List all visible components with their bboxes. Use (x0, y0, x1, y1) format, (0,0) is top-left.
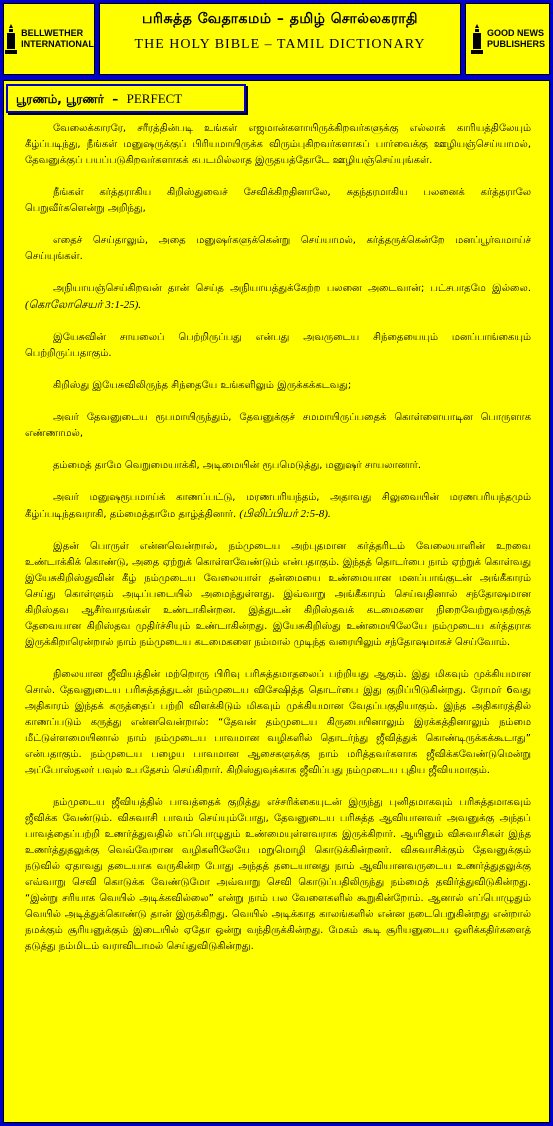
paragraph-text: நிலையான ஜீவியத்தின் மற்றொரு பிரிவு பரிசுத்தமாதலைப் பற்றியது ஆகும். இது மிகவும் முக்கியமான சொல். தேவனுடைய பரிசுத்தத்துடன் நம்முடைய விசேஷித்த தொடர்பை இது குறிப்பிடுகின்றது. ரோமர் 6வது அதிகாரம் இந்தக் கருத்தைப் பற்றி விளக்கிடும் மிகவும் முக்கியமான வேதப்பகுதியாகும். இந்த அதிகாரத்தில் காணப்படும் கருத்து என்னவென்றால்: “தேவன் தம்முடைய கிருபையினாலும் இரக்கத்தினாலும் நம்மை மீட்டுள்ளமையினால் நாம் நம்முடைய பாவமான வழிகளில் தொடர்ந்து ஜீவித்துக் கொண்டிருக்கக்கூடாது” என்பதாகும். நம்முடைய பழைய பாவமான ஆசைகளுக்கு நாம் மரித்தவர்களாக ஜீவிக்கவேண்டுமென்று அப்போஸ்தலர் பவுல் உபதேசம் செய்கிறார். கிறிஸ்துவுக்காக ஜீவிப்பது நம்முடைய புதிய ஜீவியமாகும். (25, 669, 531, 776)
right-logo-line2: PUBLISHERS (486, 39, 545, 49)
paragraph-text: கிறிஸ்து இயேசுவிலிருந்த சிந்தையே உங்களிலும் இருக்கக்கடவது; (53, 380, 352, 391)
paragraph-text: தம்மைத் தாமே வெறுமையாக்கி, அடிமையின் ரூபமெடுத்து, மனுஷர் சாயலானார். (53, 460, 422, 471)
paragraph-text: நீங்கள் கர்த்தராகிய கிறிஸ்துவைச் சேவிக்கிறதினாலே, சுதந்தரமாகிய பலனைக் கர்த்தராலே பெறுவீர்களென்று அறிந்து, (25, 187, 531, 214)
right-logo-panel (465, 3, 550, 75)
paragraph (25, 667, 531, 779)
paragraph-text: அவர் மனுஷரூபமாய்க் காணப்பட்டு, மரணபரியந்தம், அதாவது சிலுவையின் மரணபரியந்தமும் கீழ்ப்படிந்தவராகி, தம்மைத்தாமே தாழ்த்தினார். (25, 492, 531, 520)
paragraph (25, 121, 531, 169)
title-english: THE HOLY BIBLE – TAMIL DICTIONARY (134, 37, 426, 52)
paragraph (25, 410, 531, 442)
left-logo-panel (3, 3, 95, 75)
title-panel (99, 3, 461, 75)
term-english: PERFECT (126, 91, 183, 106)
left-logo-line1: BELLWETHER (21, 28, 84, 38)
paragraph-text: இயேசுவின் சாயலைப் பெற்றிருப்பது என்பது அவருடைய சிந்தையையும் மனப்பாங்கையும் பெற்றிருப்பதாகும். (25, 332, 531, 359)
paragraph (25, 795, 531, 955)
book-lamp-icon (470, 22, 484, 56)
paragraph-text: எதைச் செய்தாலும், அதை மனுஷர்களுக்கென்று செய்யாமல், கர்த்தருக்கென்றே மனப்பூர்வமாய்ச் செய்யுங்கள். (25, 235, 531, 262)
paragraph (25, 458, 531, 474)
paragraph-text: இதன் பொருள் என்னவென்றால், நம்முடைய அற்புதமான கர்த்தரிடம் வேலையாளின் உறவை உண்டாக்கிக் கொண்டு, அதை ஏற்றுக் கொள்ளவேண்டும் என்பதாகும். இந்தத் தொடர்பை நாம் ஏற்றுக் கொள்வது இயேசுகிறிஸ்துவின் கீழ் நம்முடைய வேலையாள் தன்மையை உண்மையான மனப்பாங்குடன் அங்கீகாரம் செய்து கொள்ளும் அடிப்படையில் அமைந்துள்ளது. இவ்வாறு அங்கீகாரம் செய்வதினால் சந்தோஷமான கிறிஸ்தவ ஆசீர்வாதங்கள் உண்டாகின்றன. இத்துடன் கிறிஸ்தவக் கடமைகளை நிறைவேற்றுவதற்குத் தேவையான கிறிஸ்தவ முதிர்ச்சியும் உண்டாகின்றது. இயேசுகிறிஸ்து உண்மையிலேயே நம்முடைய கர்த்தராக இருக்கிறாரென்றால் நாம் நம்முடைய கடமைகளை நம்மால் முடிந்த வரையிலும் சந்தோஷமாகச் செய்வோம். (25, 541, 531, 648)
paragraph (25, 490, 531, 523)
right-logo-line1: GOOD NEWS (486, 28, 544, 38)
entry-body (25, 121, 531, 971)
paragraph-text: வேலைக்காரரே, சரீரத்தின்படி உங்கள் எஜமான்களாயிருக்கிறவர்களுக்கு எல்லாக் காரியத்திலேயும் கீழ்ப்படிந்து, நீங்கள் மனுஷருக்குப் பிரியமாயிருக்க விரும்புகிறவர்களாகப் பார்வைக்கு ஊழியஞ்செய்யாமல், தேவனுக்குப் பயப்படுகிறவர்களாகக் கபடமில்லாத இருதயத்தோடே ஊழியஞ்செய்யுங்கள். (25, 123, 531, 166)
scripture-reference: (கொலோசெயர் 3:1-25). (25, 299, 142, 311)
paragraph-text: அவர் தேவனுடைய ரூபமாயிருந்தும், தேவனுக்குச் சமமாயிருப்பதைக் கொள்ளையாடின பொருளாக எண்ணாமல், (25, 412, 531, 439)
left-logo-line2: INTERNATIONAL (21, 39, 94, 49)
paragraph-text: நம்முடைய ஜீவியத்தில் பாவத்தைக் குறித்து எச்சரிக்கையுடன் இருந்து புனிதமாகவும் பரிசுத்தமாகவும் ஜீவிக்க வேண்டும். விசுவாசி பாவம் செய்யும்போது, தேவனுடைய பரிசுத்த ஆவியானவர் அவனுக்கு அந்தப் பாவத்தைப்பற்றி உணர்த்துவதில் எப்பொழுதும் உண்மையுள்ளவராக இருக்கிறார். ஆயினும் விசுவாசிகள் இந்த உணர்த்துதலுக்கு வெவ்வேறான வழிகளிலேயே மறுமொழி கொடுக்கின்றனர். விசுவாசிக்கும் தேவனுக்கும் நடுவில் ஏதாவது தடையாக வருகின்ற போது அந்தத் தடையானது நாம் ஆவியானவருடைய உணர்த்துதலுக்கு எவ்வாறு செவி கொடுக்க வேண்டுமோ அவ்வாறு செவி கொடுப்பதிலிருந்து நம்மைத் தவிர்த்துவிடுகின்றது. “இன்று சரியாக வெயில் அடிக்கவில்லை” என்று நாம் பல வேளைகளில் கூறுகின்றோம். ஆனால் எப்பொழுதும் வெயில் அடித்துக்கொண்டு தான் இருக்கிறது. வெயில் அடிக்காத காலங்களில் என்ன நடைபெறுகின்றது என்றால் நமக்கும் சூரியனுக்கும் இடையில் ஏதோ ஒன்று வந்திருக்கின்றது. மேகம் கூடி சூரியனுடைய ஒளிக்கதிர்களைத் தடுத்து நம்மிடம் வராவிடாமல் செய்துவிடுகின்றது. (25, 797, 531, 952)
term-dash: – (112, 92, 119, 106)
paragraph (25, 185, 531, 217)
scripture-reference: (பிலிப்பியர் 2:5-8). (239, 508, 331, 520)
entry-term-box (6, 84, 246, 113)
title-tamil: பரிசுத்த வேதாகமம் – தமிழ் சொல்லகராதி (142, 11, 418, 27)
paragraph (25, 539, 531, 651)
term-tamil: பூரணம், பூரணர் (16, 92, 104, 106)
paragraph (25, 281, 531, 314)
paragraph (25, 233, 531, 265)
book-lamp-icon (4, 22, 18, 56)
paragraph-text: அநியாயஞ்செய்கிறவன் தான் செய்த அநியாயத்துக்கேற்ற பலனை அடைவான்; பட்சபாதமே இல்லை. (53, 283, 531, 294)
paragraph (25, 378, 531, 394)
entry-panel (3, 80, 550, 1123)
paragraph (25, 330, 531, 362)
